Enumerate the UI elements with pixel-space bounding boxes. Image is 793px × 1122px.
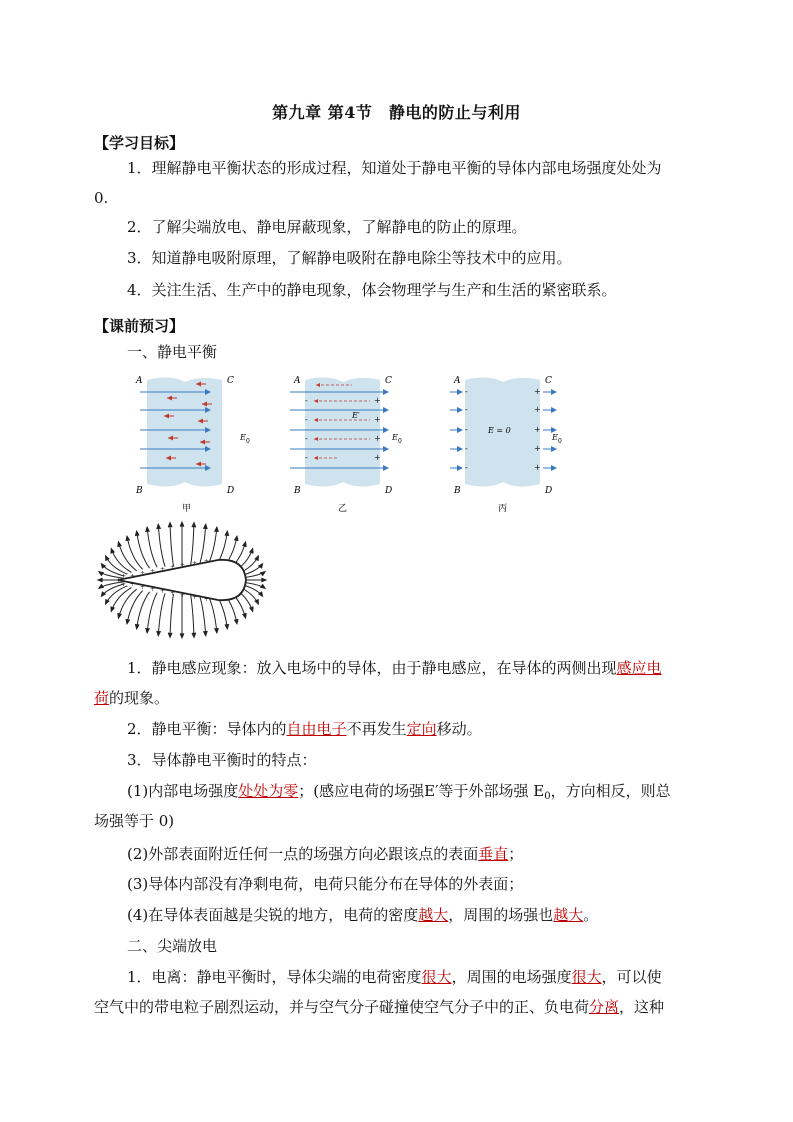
text: (4)在导体表面越是尖锐的地方，电荷的密度 (127, 906, 419, 924)
para-5 (127, 843, 523, 865)
text: ； (508, 845, 524, 863)
svg-text:-: - (465, 425, 468, 434)
field-line (147, 527, 157, 567)
svg-text:+: + (534, 444, 541, 453)
goal-item-1-cont: 0. (94, 189, 109, 207)
label-e0-2: E (392, 433, 398, 442)
para-7 (127, 904, 598, 926)
part-1-heading: 一、静电平衡 (127, 343, 218, 361)
text: ，可以使 (601, 968, 662, 986)
label-e0-sub-2: 0 (398, 438, 402, 445)
svg-text:+: + (204, 558, 210, 565)
answer-perpendicular: 垂直 (478, 845, 509, 863)
answer-induced-charge: 感应电 (616, 659, 662, 677)
answer-very-large-1: 很大 (421, 968, 452, 986)
figure-jia (135, 376, 250, 514)
label-b-3: B (454, 486, 461, 496)
answer-larger-1: 越大 (418, 906, 449, 924)
label-b-1: B (136, 486, 143, 496)
svg-text:-: - (465, 444, 468, 453)
field-arrowhead (135, 624, 139, 629)
field-arrowhead (243, 613, 247, 618)
svg-text:+: + (130, 573, 136, 580)
svg-text:+: + (192, 594, 198, 601)
svg-text:-: - (465, 463, 468, 472)
field-line (158, 524, 165, 566)
svg-text:+: + (130, 581, 136, 588)
para-1-line-2 (94, 687, 169, 709)
field-line (137, 531, 150, 568)
svg-text:+: + (534, 405, 541, 414)
text: 空气中的带电粒子剧烈运动，并与空气分子碰撞使空气分子中的正、负电荷 (94, 998, 590, 1016)
field-arrowhead (243, 542, 247, 547)
field-arrowhead (157, 524, 161, 529)
para-4-line-1 (127, 780, 671, 808)
text: 1．电离：静电平衡时，导体尖端的电荷密度 (127, 968, 422, 986)
field-arrowhead (192, 523, 196, 528)
field-arrowhead (146, 527, 150, 532)
caption-jia: 甲 (182, 504, 192, 514)
label-e0-1: E (240, 433, 246, 442)
svg-text:+: + (116, 577, 122, 584)
field-arrowhead (98, 578, 103, 582)
svg-text:+: + (160, 566, 166, 573)
field-arrowhead (168, 633, 172, 638)
para-1-line-1 (127, 657, 662, 679)
svg-text:-: - (305, 396, 308, 405)
field-arrowhead (203, 524, 207, 529)
field-arrowhead (146, 628, 150, 633)
answer-induced-charge-cont: 荷 (94, 689, 110, 707)
text: 1．静电感应现象：放入电场中的导体，由于静电感应，在导体的两侧出现 (127, 659, 617, 677)
answer-zero-everywhere: 处处为零 (238, 782, 299, 800)
svg-text:+: + (534, 463, 541, 472)
label-e0-sub-3: 0 (558, 438, 562, 445)
text: (2)外部表面附近任何一点的场强方向必跟该点的表面 (127, 845, 479, 863)
field-arrowhead (215, 628, 219, 633)
figure-yi (290, 376, 402, 514)
answer-free-electrons: 自由电子 (286, 720, 347, 738)
svg-text:-: - (305, 415, 308, 424)
text: (1)内部电场强度 (127, 782, 239, 800)
svg-text:+: + (140, 570, 146, 577)
field-arrowhead (234, 536, 238, 541)
field-line (147, 593, 157, 633)
para-2 (127, 718, 482, 740)
field-arrowhead (255, 599, 259, 604)
text: ，周围的场强也 (448, 906, 554, 924)
field-arrowhead (118, 542, 122, 547)
field-arrowhead (249, 549, 253, 554)
label-d-3: D (545, 486, 553, 496)
field-arrowhead (203, 631, 207, 636)
text: ，周围的电场强度 (451, 968, 572, 986)
label-b-2: B (294, 486, 301, 496)
svg-text:-: - (305, 453, 308, 462)
svg-text:-: - (465, 387, 468, 396)
text: 移动。 (436, 720, 482, 738)
label-e-zero: E = 0 (488, 426, 511, 435)
para-4-line-2: 场强等于 0) (94, 812, 175, 830)
caption-bing: 丙 (498, 504, 508, 514)
svg-text:+: + (150, 586, 156, 593)
pointed-conductor-field-figure (96, 518, 268, 640)
svg-text:+: + (121, 573, 127, 580)
label-d-2: D (385, 486, 393, 496)
text: ，方向相反，则总 (550, 782, 671, 800)
svg-text:-: - (465, 405, 468, 414)
field-arrowhead (157, 631, 161, 636)
svg-text:+: + (180, 562, 186, 569)
text: 不再发生 (346, 720, 407, 738)
text: ；(感应电荷的场强E′等于外部场强 E (298, 782, 545, 800)
para-8-line-2 (94, 996, 664, 1018)
part-2-heading: 二、尖端放电 (127, 937, 218, 955)
goals-heading: 【学习目标】 (94, 134, 185, 152)
field-arrowhead (261, 578, 266, 582)
field-arrowhead (135, 531, 139, 536)
figure-bing (450, 376, 562, 514)
para-6: (3)导体内部没有净剩电荷，电荷只能分布在导体的外表面； (127, 875, 524, 893)
answer-separate: 分离 (589, 998, 620, 1016)
caption-yi: 乙 (338, 504, 348, 514)
field-arrowhead (118, 613, 122, 618)
field-arrowhead (249, 606, 253, 611)
svg-text:+: + (374, 396, 381, 405)
svg-text:-: - (305, 434, 308, 443)
subscript: 0 (544, 791, 551, 802)
label-a-3: A (454, 376, 461, 386)
goal-item-4: 4．关注生活、生产中的静电现象，体会物理学与生产和生活的紧密联系。 (127, 281, 617, 299)
field-arrowhead (106, 556, 110, 561)
label-c-1: C (227, 376, 234, 386)
answer-directional: 定向 (406, 720, 437, 738)
svg-text:+: + (534, 387, 541, 396)
svg-text:+: + (170, 590, 176, 597)
svg-text:+: + (192, 560, 198, 567)
svg-text:+: + (121, 581, 127, 588)
svg-text:+: + (374, 453, 381, 462)
field-arrowhead (180, 633, 184, 638)
svg-text:+: + (374, 415, 381, 424)
field-arrowhead (126, 536, 130, 541)
field-line (158, 593, 165, 635)
svg-text:+: + (180, 592, 186, 599)
answer-larger-2: 越大 (553, 906, 584, 924)
preview-heading: 【课前预习】 (94, 317, 185, 335)
para-3: 3．导体静电平衡时的特点： (127, 751, 317, 769)
label-d-1: D (227, 486, 235, 496)
goal-item-1: 1．理解静电平衡状态的形成过程，知道处于静电平衡的导体内部电场强度处处为 (127, 159, 662, 177)
page-title: 第九章 第4节 静电的防止与利用 (272, 103, 521, 122)
label-a-1: A (136, 376, 143, 386)
answer-very-large-2: 很大 (571, 968, 602, 986)
field-arrowhead (168, 523, 172, 528)
electrostatic-equilibrium-figure (130, 372, 570, 518)
field-arrowhead (225, 531, 229, 536)
field-line (170, 594, 174, 638)
field-arrowhead (225, 624, 229, 629)
svg-text:+: + (170, 564, 176, 571)
svg-text:+: + (160, 588, 166, 595)
field-arrowhead (234, 619, 238, 624)
field-arrowhead (111, 549, 115, 554)
label-e0-3: E (552, 433, 558, 442)
svg-text:+: + (534, 425, 541, 434)
label-eprime: E′ (352, 411, 360, 420)
text: 。 (583, 906, 599, 924)
svg-text:+: + (374, 434, 381, 443)
goal-item-3: 3．知道静电吸附原理，了解静电吸附在静电除尘等技术中的应用。 (127, 249, 572, 267)
text: 2．静电平衡：导体内的 (127, 720, 287, 738)
svg-text:+: + (150, 568, 156, 575)
text: ，这种 (619, 998, 665, 1016)
label-e0-sub-1: 0 (246, 438, 250, 445)
field-arrowhead (106, 599, 110, 604)
label-a-2: A (294, 376, 301, 386)
field-arrowhead (192, 633, 196, 638)
field-arrowhead (215, 527, 219, 532)
field-line (137, 592, 150, 629)
field-arrowhead (180, 522, 184, 527)
text: 的现象。 (109, 689, 170, 707)
goal-item-2: 2．了解尖端放电、静电屏蔽现象，了解静电的防止的原理。 (127, 218, 527, 236)
svg-text:+: + (204, 596, 210, 603)
field-arrowhead (255, 556, 259, 561)
label-c-3: C (545, 376, 552, 386)
label-c-2: C (385, 376, 392, 386)
svg-text:+: + (140, 584, 146, 591)
field-line (170, 523, 174, 567)
para-8-line-1 (127, 966, 662, 988)
field-arrowhead (126, 619, 130, 624)
field-arrowhead (111, 606, 115, 611)
